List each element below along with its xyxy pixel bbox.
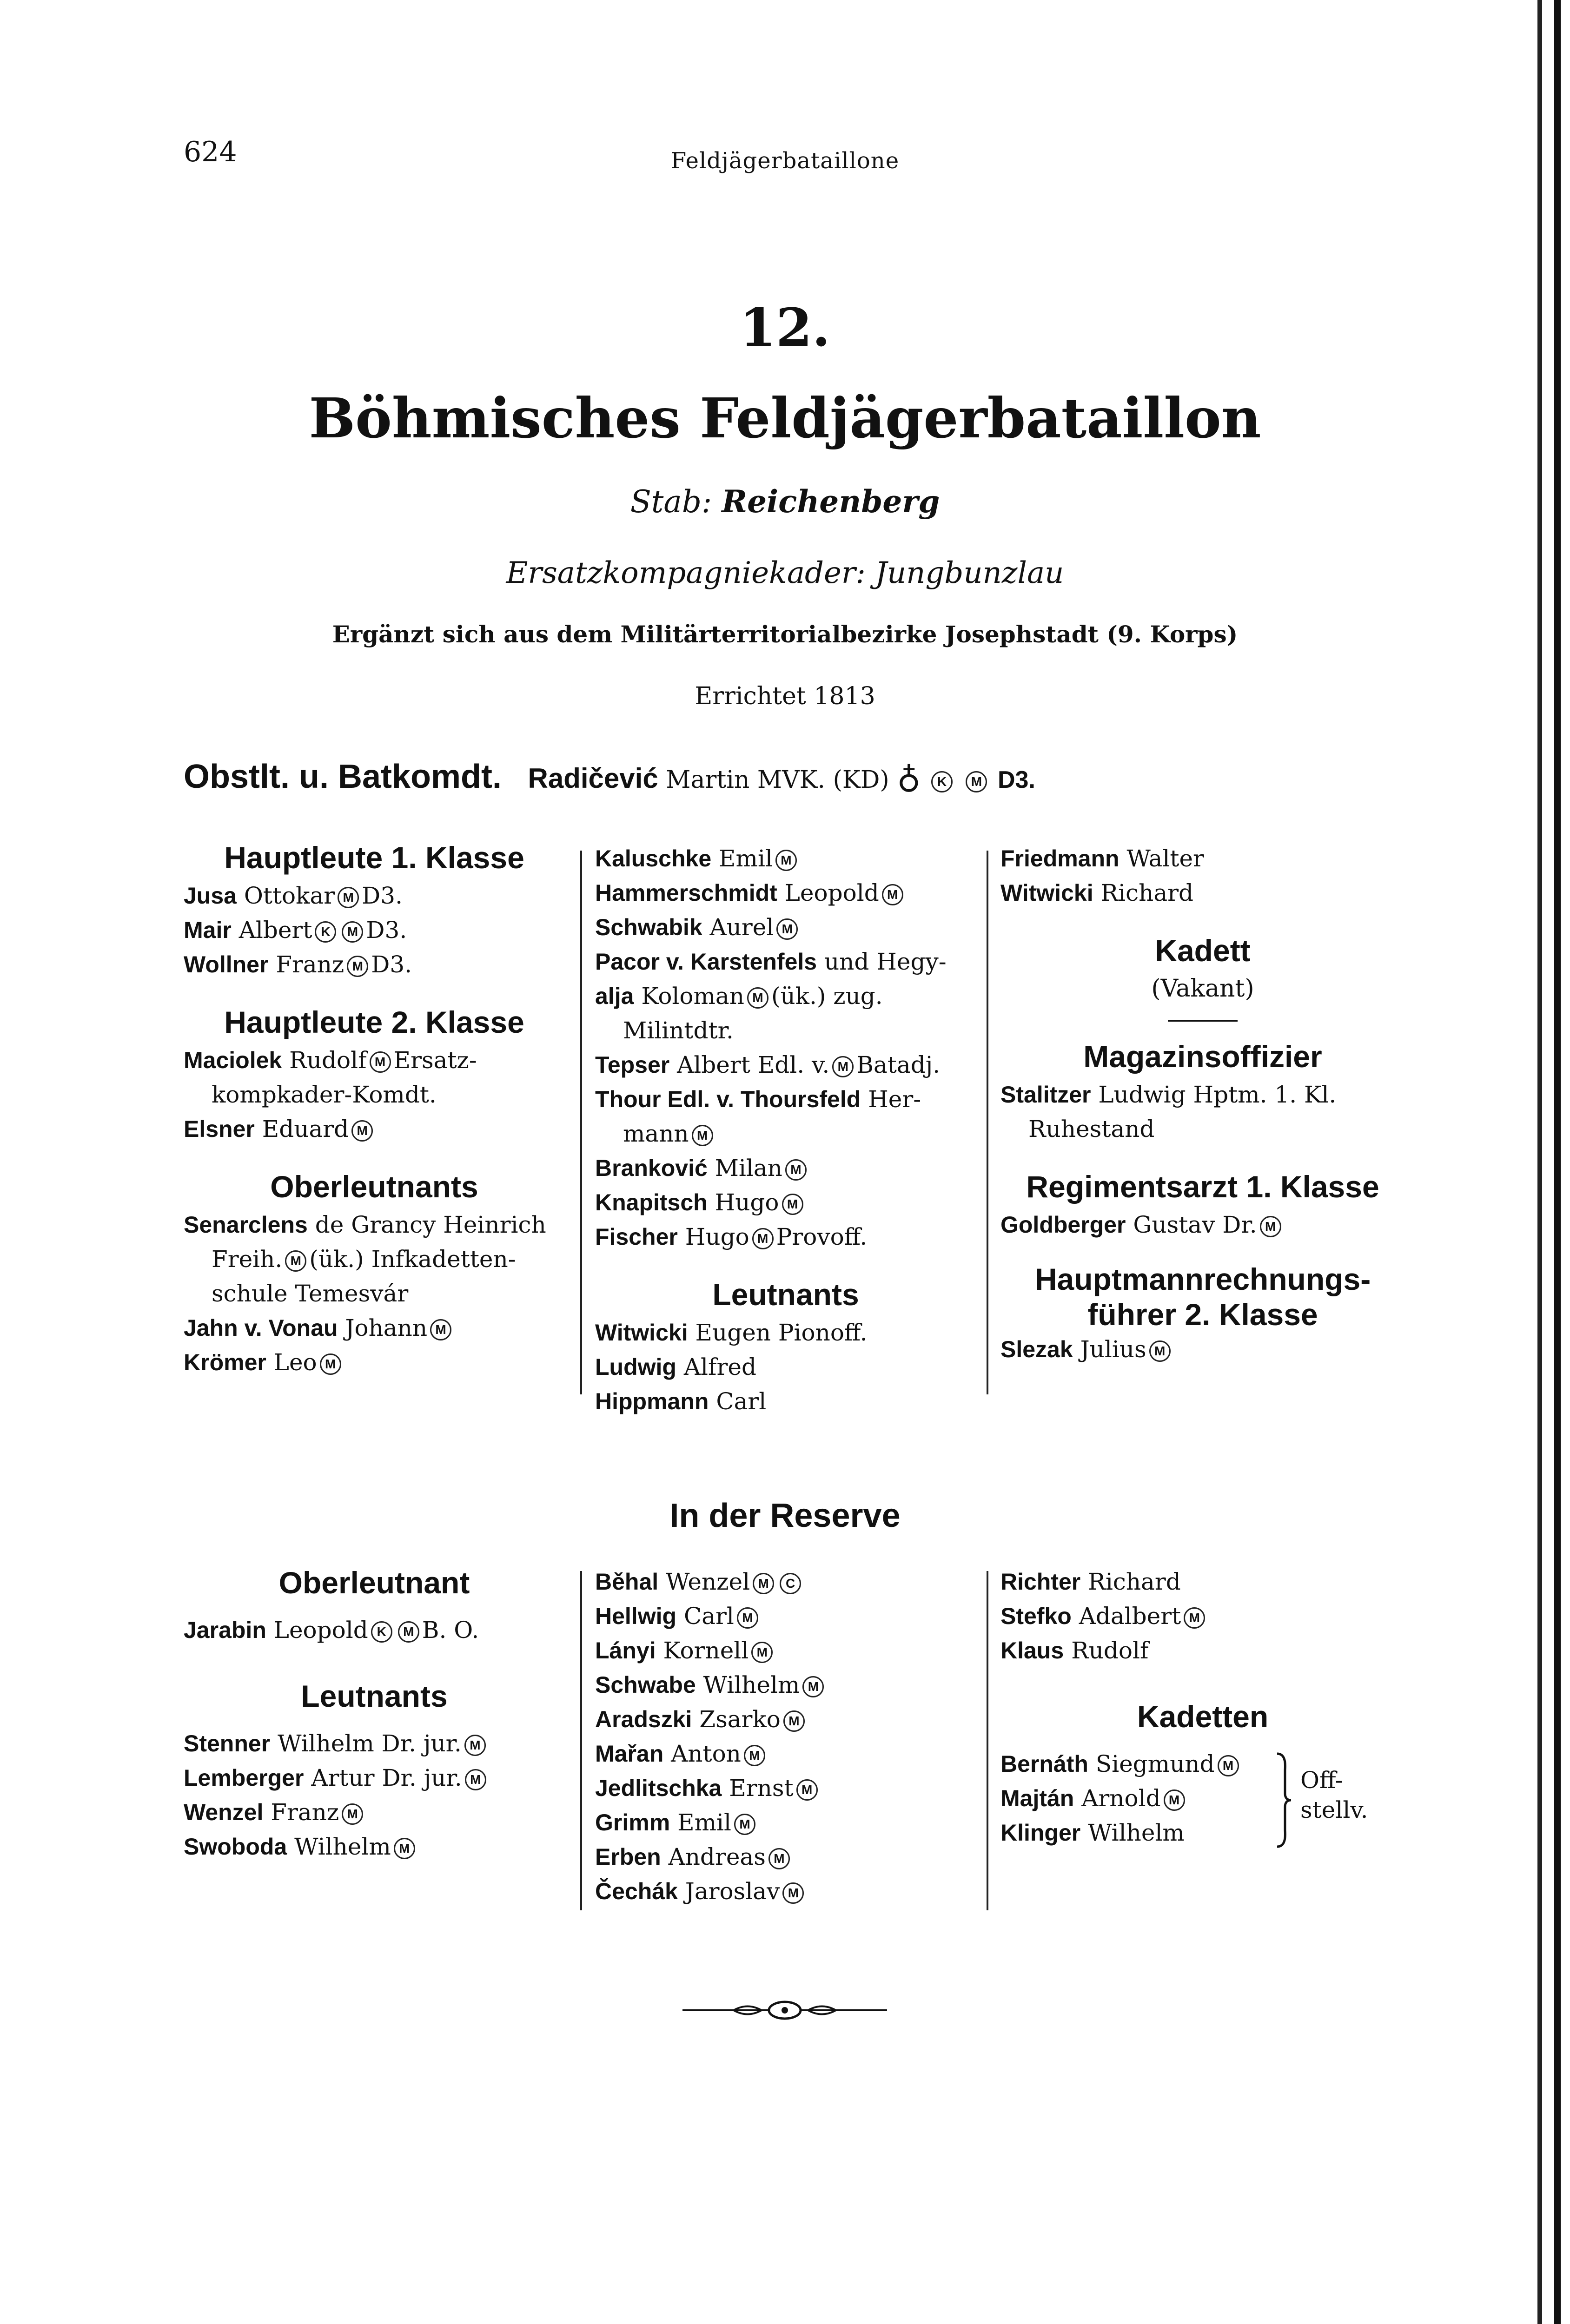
heading-oberleutnants: Oberleutnants xyxy=(270,1169,478,1204)
list-item: Stefko Adalbert M xyxy=(1000,1599,1405,1633)
m-mark-icon: M xyxy=(342,921,363,943)
list-item: Stenner Wilhelm Dr. jur. M xyxy=(184,1726,565,1761)
heading-hauptleute-1: Hauptleute 1. Klasse xyxy=(224,840,524,875)
commander-name: Radičević xyxy=(528,763,658,794)
heading-reserve: In der Reserve xyxy=(669,1497,901,1534)
heading-hauptleute-2: Hauptleute 2. Klasse xyxy=(224,1005,524,1039)
m-mark-icon: M xyxy=(775,850,797,871)
list-item: Krömer Leo M xyxy=(184,1345,565,1380)
heading-leutnants: Leutnants xyxy=(301,1679,448,1713)
list-item: Bernáth Siegmund M xyxy=(1000,1747,1405,1781)
list-item: Goldberger Gustav Dr. M xyxy=(1000,1208,1405,1242)
list-item-continuation: kompkader-Komdt. xyxy=(212,1081,437,1108)
k-mark-icon: K xyxy=(315,921,336,943)
m-mark-icon: M xyxy=(1218,1755,1239,1776)
m-mark-icon: M xyxy=(465,1769,486,1790)
m-mark-icon: M xyxy=(1149,1340,1171,1362)
list-item: Schwabik Aurel M xyxy=(595,910,976,944)
ersatz-line xyxy=(0,556,1570,590)
list-item-continuation: Ruhestand xyxy=(1028,1116,1155,1142)
m-mark-icon: M xyxy=(1164,1789,1185,1811)
list-item: Mařan Anton M xyxy=(595,1736,976,1771)
active-column-2 xyxy=(595,841,976,1419)
list-item: Ludwig Alfred xyxy=(595,1353,756,1380)
list-item: Jusa Ottokar M D3. xyxy=(184,882,403,909)
list-item: Lemberger Artur Dr. jur. M xyxy=(184,1761,565,1795)
brace-note: Off- stellv. xyxy=(1300,1767,1368,1823)
m-mark-icon: M xyxy=(802,1676,824,1697)
running-title: Feldjägerbataillone xyxy=(670,148,900,174)
m-mark-icon: M xyxy=(398,1621,419,1643)
heading-rechnungsfuehrer: Hauptmannrechnungs- führer 2. Klasse xyxy=(1034,1262,1371,1332)
m-mark-icon: M xyxy=(370,1051,391,1073)
reserve-column-1 xyxy=(184,1562,565,1864)
commander-tail: D3. xyxy=(998,766,1035,793)
m-mark-icon: M xyxy=(347,956,368,977)
list-item: Fischer Hugo M Provoff. xyxy=(595,1223,868,1250)
m-mark-icon: M xyxy=(692,1125,713,1146)
stab-place: Reichenberg xyxy=(722,483,940,520)
heading-kadetten: Kadetten xyxy=(1137,1699,1269,1734)
list-item: Mair Albert K M D3. xyxy=(184,917,407,944)
list-item: Majtán Arnold M xyxy=(1000,1781,1405,1816)
list-item: Tepser Albert Edl. v. M Batadj. xyxy=(595,1051,941,1078)
list-item: Lányi Kornell M xyxy=(595,1633,976,1668)
errichtet-line: Errichtet 1813 xyxy=(695,682,875,710)
list-item-continuation: Freih. M (ük.) Infkadetten- xyxy=(212,1246,516,1273)
heading-regimentsarzt: Regimentsarzt 1. Klasse xyxy=(1026,1169,1379,1204)
commander-details: Martin MVK. (KD) xyxy=(666,766,889,794)
active-column-3 xyxy=(1000,841,1405,1367)
m-mark-icon: M xyxy=(338,887,359,908)
kadetten-group xyxy=(1000,1747,1405,1850)
list-item-continuation: Milintdtr. xyxy=(623,1017,734,1044)
list-item: Kaluschke Emil M xyxy=(595,841,976,876)
c-mark-icon: C xyxy=(780,1573,801,1594)
m-mark-icon: M xyxy=(782,1194,803,1215)
ersatz-place: Jungbunzlau xyxy=(875,556,1064,590)
list-item: Pacor v. Karstenfels und Hegy- xyxy=(595,948,947,975)
list-item: Swoboda Wilhelm M xyxy=(184,1829,565,1864)
list-item: Čechák Jaroslav M xyxy=(595,1874,976,1908)
list-item: Erben Andreas M xyxy=(595,1840,976,1874)
column-separator xyxy=(987,851,988,1394)
decoration-icon: ♁ xyxy=(897,758,921,796)
list-item: Friedmann Walter xyxy=(1000,845,1204,872)
reserve-column-2 xyxy=(595,1565,976,1908)
list-item: Klinger Wilhelm xyxy=(1000,1819,1185,1846)
battalion-number: 12. xyxy=(740,297,830,358)
list-item: Hellwig Carl M xyxy=(595,1599,976,1633)
column-separator xyxy=(987,1571,988,1910)
column-separator xyxy=(580,851,582,1394)
heading-kadett: Kadett xyxy=(1155,933,1251,968)
right-brace-icon xyxy=(1275,1751,1293,1849)
commander-line xyxy=(184,758,1035,796)
m-mark-icon: M xyxy=(783,1710,805,1732)
battalion-title: Böhmisches Feldjägerbataillon xyxy=(309,386,1261,450)
heading-magazinsoffizier: Magazinsoffizier xyxy=(1083,1039,1322,1074)
m-mark-icon: M xyxy=(1260,1216,1281,1237)
list-item: Stalitzer Ludwig Hptm. 1. Kl. xyxy=(1000,1081,1337,1108)
list-item: Knapitsch Hugo M xyxy=(595,1185,976,1220)
heading-oberleutnant: Oberleutnant xyxy=(278,1565,470,1600)
m-mark-icon: M xyxy=(785,1159,807,1181)
m-mark-icon: M xyxy=(285,1250,306,1272)
m-mark-icon: M xyxy=(747,987,768,1009)
list-item: Witwicki Richard xyxy=(1000,879,1194,906)
active-column-1 xyxy=(184,837,565,1380)
m-mark-icon: M xyxy=(342,1803,363,1825)
m-mark-icon: M xyxy=(737,1607,758,1629)
heading-leutnants: Leutnants xyxy=(712,1277,859,1312)
m-mark-icon: M xyxy=(320,1353,341,1375)
list-item: Schwabe Wilhelm M xyxy=(595,1668,976,1702)
stab-label: Stab: xyxy=(630,484,712,520)
kadett-vacant: (Vakant) xyxy=(1151,975,1254,1003)
erganzt-line: Ergänzt sich aus dem Militärterritorialbezirke Josephstadt (9. Korps) xyxy=(332,621,1238,648)
list-item: Thour Edl. v. Thoursfeld Her- xyxy=(595,1086,921,1113)
commander-rank: Obstlt. u. Batkomdt. xyxy=(184,758,502,795)
m-mark-icon: M xyxy=(1184,1607,1205,1629)
list-item-continuation: mann M xyxy=(595,1116,976,1151)
page-number: 624 xyxy=(184,136,237,168)
m-mark-icon: M xyxy=(782,1882,804,1904)
m-mark-icon: M xyxy=(776,918,798,940)
ersatz-label: Ersatzkompagniekader: xyxy=(506,556,866,590)
list-item: Jedlitschka Ernst M xyxy=(595,1771,976,1805)
divider xyxy=(1168,1020,1238,1022)
m-mark-icon: M xyxy=(768,1848,790,1869)
list-item: Jahn v. Vonau Johann M xyxy=(184,1311,565,1345)
list-item: Klaus Rudolf xyxy=(1000,1637,1149,1664)
list-item: Grimm Emil M xyxy=(595,1805,976,1840)
list-item: Richter Richard xyxy=(1000,1568,1181,1595)
m-mark-icon: M xyxy=(796,1779,818,1801)
k-mark-icon: K xyxy=(371,1621,392,1643)
m-mark-icon: M xyxy=(744,1745,765,1766)
stab-line xyxy=(0,483,1570,520)
list-item: Witwicki Eugen Pionoff. xyxy=(595,1319,868,1346)
m-mark-icon: M xyxy=(394,1838,415,1859)
list-item: Wenzel Franz M xyxy=(184,1795,565,1829)
m-mark-icon: M xyxy=(832,1056,854,1077)
k-mark-icon: K xyxy=(931,771,953,792)
list-item-continuation: alja Koloman M (ük.) zug. xyxy=(595,983,883,1010)
m-mark-icon: M xyxy=(430,1319,451,1340)
list-item: Hippmann Carl xyxy=(595,1388,767,1415)
list-item: Senarclens de Grancy Heinrich xyxy=(184,1211,546,1238)
list-item: Slezak Julius M xyxy=(1000,1332,1405,1367)
list-item: Běhal Wenzel M C xyxy=(595,1565,976,1599)
ornament-icon xyxy=(682,1999,887,2022)
list-item: Aradszki Zsarko M xyxy=(595,1702,976,1736)
m-mark-icon: M xyxy=(752,1228,774,1249)
list-item: Hammerschmidt Leopold M xyxy=(595,876,976,910)
column-separator xyxy=(580,1571,582,1910)
list-item: Wollner Franz M D3. xyxy=(184,951,412,978)
m-mark-icon: M xyxy=(351,1120,373,1142)
list-item: Jarabin Leopold K M B. O. xyxy=(184,1617,479,1644)
reserve-column-3 xyxy=(1000,1565,1405,1850)
m-mark-icon: M xyxy=(734,1814,755,1835)
m-mark-icon: M xyxy=(751,1642,773,1663)
list-item: Branković Milan M xyxy=(595,1151,976,1185)
list-item: Elsner Eduard M xyxy=(184,1112,565,1146)
m-mark-icon: M xyxy=(882,884,903,905)
m-mark-icon: M xyxy=(753,1573,774,1594)
list-item: Maciolek Rudolf M Ersatz- xyxy=(184,1047,477,1074)
m-mark-icon: M xyxy=(966,771,987,792)
list-item-continuation: schule Temesvár xyxy=(212,1280,409,1307)
m-mark-icon: M xyxy=(464,1735,486,1756)
